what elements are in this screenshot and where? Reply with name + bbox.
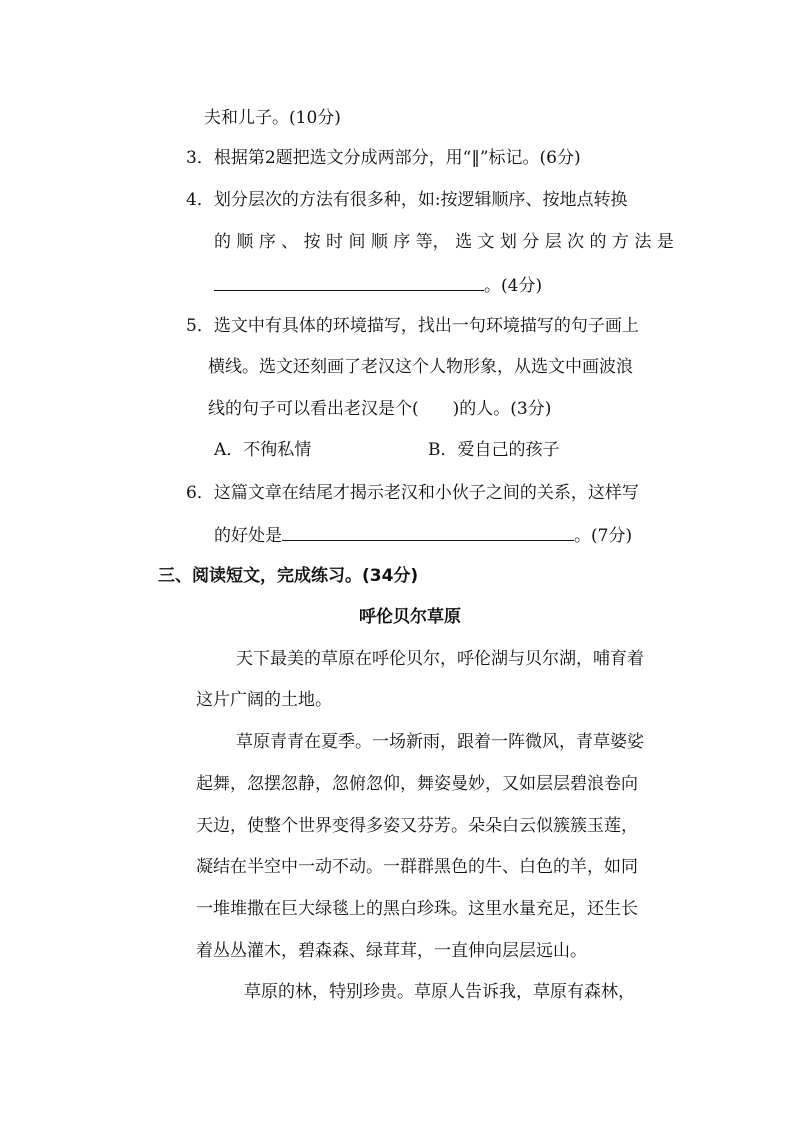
question-4-line3: [214, 272, 542, 298]
answer-blank[interactable]: [214, 272, 484, 291]
q4-line2-char: 文: [477, 232, 495, 252]
passage-p2-line4: 凝结在半空中一动不动。一群群黑色的牛、白色的羊，如同: [196, 857, 638, 877]
q4-line2-char: 选: [455, 232, 473, 252]
passage-p2-line6: 着丛丛灌木，碧森森、绿茸茸，一直伸向层层远山。: [196, 941, 587, 961]
q4-line2-char: 序: [258, 232, 276, 252]
q4-line2-char: 是: [656, 232, 674, 252]
q4-line2-char: 层: [544, 232, 562, 252]
passage-p2-line5: 一堆堆撒在巨大绿毯上的黑白珍珠。这里水量充足，还生长: [196, 899, 638, 919]
q2-tail-line: 夫和儿子。(10分): [204, 108, 341, 128]
question-5-line1: 5．选文中有具体的环境描写，找出一句环境描写的句子画上: [186, 316, 639, 336]
question-3: 3．根据第2题把选文分成两部分，用“‖”标记。(6分): [186, 148, 581, 168]
question-6-line1: 6．这篇文章在结尾才揭示老汉和小伙子之间的关系，这样写: [186, 483, 639, 503]
q4-line2-char: 法: [634, 232, 652, 252]
q4-line2-char: 划: [499, 232, 517, 252]
q4-line2-char: 、: [281, 232, 299, 252]
question-6-score: 。(7分): [574, 526, 633, 546]
question-6-line2: [214, 522, 632, 548]
question-5-line2: 横线。选文还刻画了老汉这个人物形象，从选文中画波浪: [208, 357, 633, 377]
passage-p1-line1: 天下最美的草原在呼伦贝尔，呼伦湖与贝尔湖，哺育着: [236, 649, 644, 669]
q4-line2-char: 的: [214, 232, 231, 252]
q4-line2-char: 方: [611, 232, 629, 252]
q4-line2-char: 时: [326, 232, 344, 252]
question-4-line2: [214, 230, 674, 254]
q4-line2-char: 顺: [370, 232, 388, 252]
question-4-line1: 4．划分层次的方法有很多种，如:按逻辑顺序、按地点转换: [186, 190, 628, 210]
question-5-line3: 线的句子可以看出老汉是个( )的人。(3分): [208, 399, 552, 419]
section-3-heading: 三、阅读短文，完成练习。(34分): [158, 566, 419, 586]
question-4-score: 。(4分): [484, 276, 543, 296]
q4-line2-char: 分: [522, 232, 540, 252]
passage-title: 呼伦贝尔草原: [359, 607, 461, 627]
question-6-prefix: 的好处是: [214, 526, 282, 546]
q4-line2-char: 按: [303, 232, 321, 252]
q4-line2-char: 间: [348, 232, 366, 252]
option-b[interactable]: B．爱自己的孩子: [428, 440, 560, 460]
q4-line2-char: 序: [393, 232, 411, 252]
passage-p2-line2: 起舞，忽摆忽静，忽俯忽仰，舞姿曼妙，又如层层碧浪卷向: [196, 774, 638, 794]
passage-p3-line1: 草原的林，特别珍贵。草原人告诉我，草原有森林，: [244, 982, 635, 1002]
passage-p2-line1: 草原青青在夏季。一场新雨，跟着一阵微风，青草婆娑: [236, 732, 644, 752]
answer-blank[interactable]: [282, 522, 574, 541]
q4-line2-char: 等，: [415, 232, 450, 252]
passage-p1-line2: 这片广阔的土地。: [196, 690, 332, 710]
q4-line2-char: 的: [589, 232, 607, 252]
q4-line2-char: 次: [567, 232, 585, 252]
q4-line2-char: 顺: [236, 232, 254, 252]
passage-p2-line3: 天边，使整个世界变得多姿又芬芳。朵朵白云似簇簇玉莲，: [196, 816, 638, 836]
option-a[interactable]: A．不徇私情: [214, 440, 312, 460]
